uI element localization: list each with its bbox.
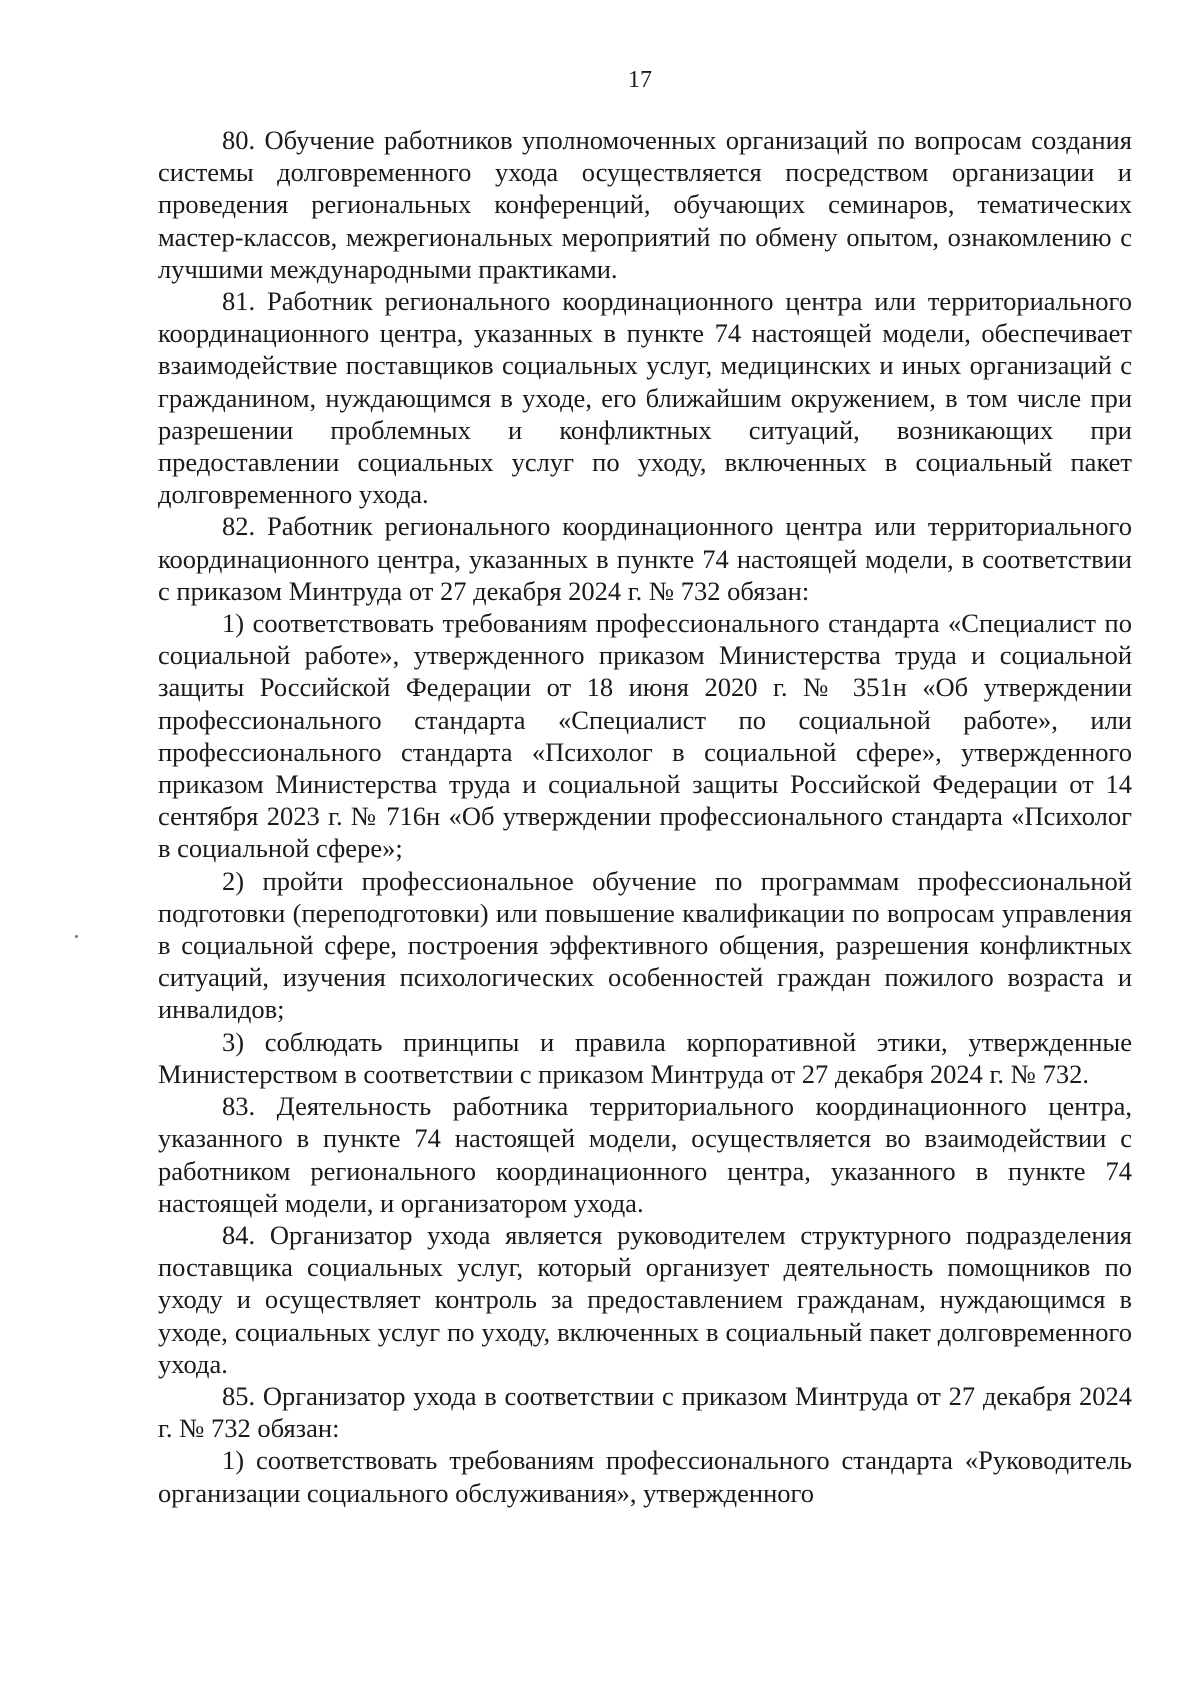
- paragraph-85: 85. Организатор ухода в соответствии с приказом Минтруда от 27 декабря 2024 г. № 732 обязан:: [158, 1380, 1132, 1444]
- paragraph-81: 81. Работник регионального координационного центра или территориального координационного центра, указанных в пункте 74 настоящей модели, обеспечивает взаимодействие поставщиков социальных услуг, медицинских и иных организаций с гражданином, нуждающимся в уходе, его ближайшим окружением, в том числе при разрешении проблемных и конфликтных ситуаций, возникающих при предоставлении социальных услуг по уходу, включенных в социальный пакет долговременного ухода.: [158, 286, 1132, 510]
- page-number: 17: [628, 67, 652, 93]
- paragraph-82-item-2: 2) пройти профессиональное обучение по программам профессиональной подготовки (переподготовки) или повышение квалификации по вопросам управления в социальной сфере, построения эффективного общения, разрешения конфликтных ситуаций, изучения психологических особенностей граждан пожилого возраста и инвалидов;: [158, 865, 1132, 1025]
- paragraph-83: 83. Деятельность работника территориального координационного центра, указанного в пункте 74 настоящей модели, осуществляется во взаимодействии с работником регионального координационного центра, указанного в пункте 74 настоящей модели, и организатором ухода.: [158, 1091, 1132, 1218]
- paragraph-80: 80. Обучение работников уполномоченных организаций по вопросам создания системы долговременного ухода осуществляется посредством организации и проведения региональных конференций, обучающих семинаров, тематических мастер-классов, межрегиональных мероприятий по обмену опытом, ознакомлению с лучшими международными практиками.: [158, 125, 1132, 284]
- paragraph-82: 82. Работник регионального координационного центра или территориального координационного центра, указанных в пункте 74 настоящей модели, в соответствии с приказом Минтруда от 27 декабря 2024 г. № 732 обязан:: [158, 511, 1132, 606]
- paragraph-82-item-1: 1) соответствовать требованиям профессионального стандарта «Специалист по социальной работе», утвержденного приказом Министерства труда и социальной защиты Российской Федерации от 18 июня 2020 г. № 351н «Об утверждении профессионального стандарта «Специалист по социальной работе», или профессионального стандарта «Психолог в социальной сфере», утвержденного приказом Министерства труда и социальной защиты Российской Федерации от 14 сентября 2023 г. № 716н «Об утверждении профессионального стандарта «Психолог в социальной сфере»;: [158, 608, 1132, 864]
- scan-speck: [75, 935, 78, 938]
- paragraph-82-item-3: 3) соблюдать принципы и правила корпоративной этики, утвержденные Министерством в соответствии с приказом Минтруда от 27 декабря 2024 г. № 732.: [158, 1026, 1132, 1089]
- paragraph-85-item-1: 1) соответствовать требованиям профессионального стандарта «Руководитель организации социального обслуживания», утвержденного: [158, 1445, 1132, 1508]
- document-body: [158, 124, 1132, 1509]
- paragraph-84: 84. Организатор ухода является руководителем структурного подразделения поставщика социальных услуг, который организует деятельность помощников по уходу и осуществляет контроль за предоставлением гражданам, нуждающимся в уходе, социальных услуг по уходу, включенных в социальный пакет долговременного ухода.: [158, 1219, 1132, 1379]
